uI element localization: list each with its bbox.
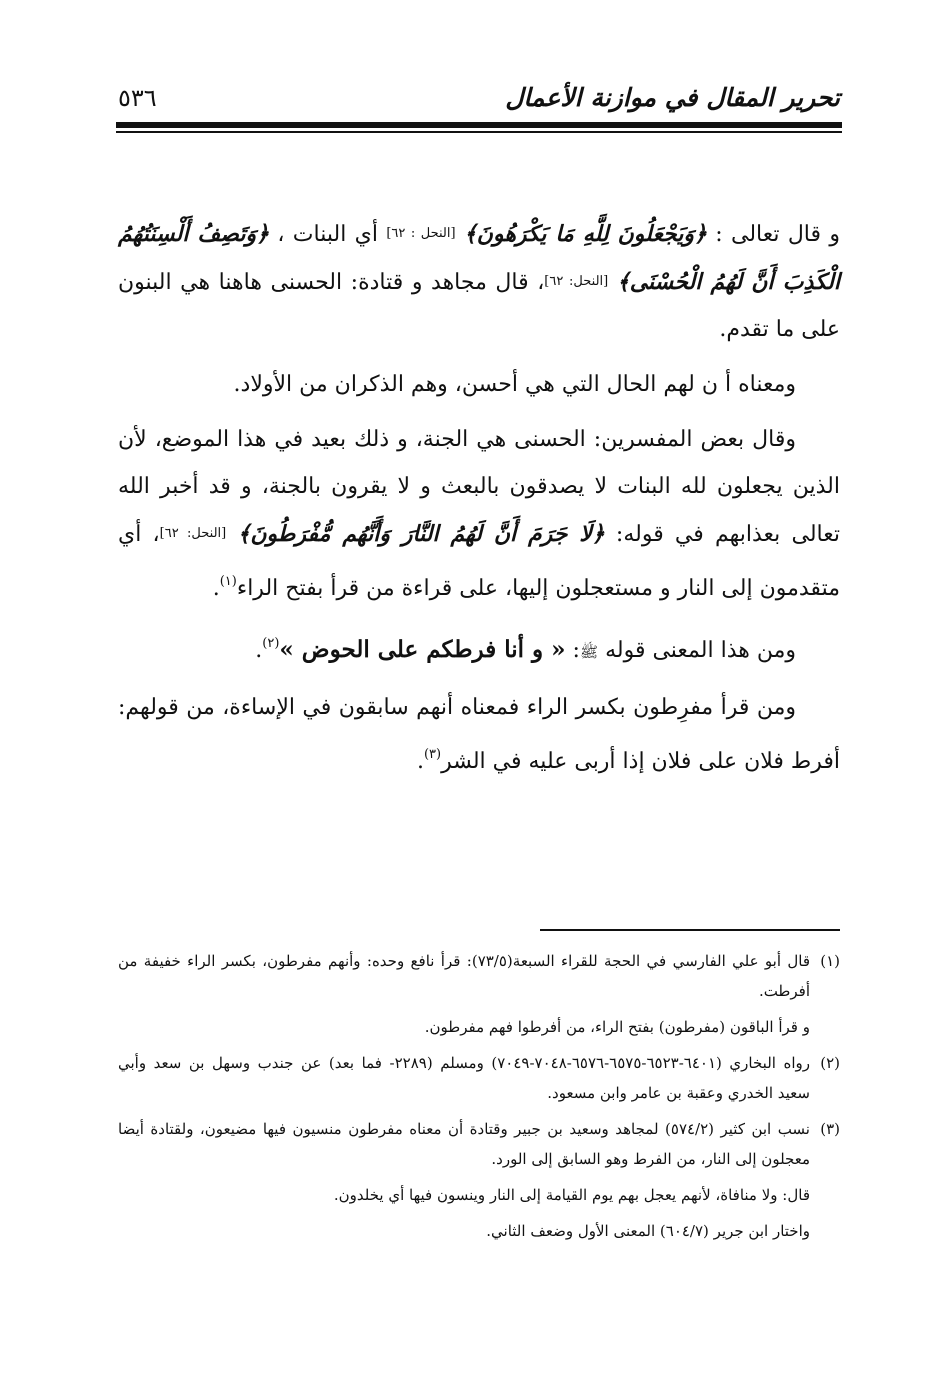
footnote-text: قال أبو علي الفارسي في الحجة للقراء السبعة(٧٣/٥): قرأ نافع وحده: وأنهم مفرطون، بكسر الراء خفيفة من أفرطت. [118, 952, 810, 1000]
footnote-marker-1[interactable]: (١) [219, 574, 237, 589]
footnote-3-continuation: قال: ولا منافاة، لأنهم يعجل بهم يوم القيامة إلى النار وينسون فيها أي يخلدون. [333, 1186, 810, 1204]
footnote-1 [118, 946, 840, 1006]
quran-verse-1: ﴿وَيَجْعَلُونَ لِلَّهِ مَا يَكْرَهُونَ﴾ [463, 221, 707, 247]
footnote-number: (١) [820, 952, 840, 970]
header-rule-thick [116, 122, 842, 128]
footnote-separator [540, 929, 840, 931]
footnote-2 [118, 1048, 840, 1108]
paragraph-1 [118, 210, 840, 353]
p3-tail: ، أي متقدمون إلى النار و مستعجلون إليها، على قراءة من قرأ بفتح الراء [118, 522, 840, 601]
p4-colon: : [565, 638, 580, 663]
quran-verse-2: ﴿وَتَصِفُ أَلْسِنَتُهُمُ الْكَذِبَ أَنَّ لَهُمُ الْحُسْنَى﴾ [118, 221, 840, 295]
main-text [118, 210, 840, 793]
paragraph-2: ومعناه أ ن لهم الحال التي هي أحسن، وهم الذكران من الأولاد. [233, 372, 796, 397]
footnote-text: نسب ابن كثير (٥٧٤/٢) لمجاهد وسعيد بن جبير وقتادة أن معناه مفرطون منسيون فيها مضيعون، ولقتادة أيضا معجلون إلى النار، من الفرط وهو السابق إلى الورد. [118, 1120, 810, 1168]
paragraph-3 [118, 416, 840, 612]
p4-end: . [255, 638, 263, 663]
paragraph-5 [118, 684, 840, 785]
footnote-3 [118, 1114, 840, 1174]
header-rule-thin [116, 131, 842, 133]
footnote-number: (٣) [820, 1120, 840, 1138]
p5-end: . [416, 749, 424, 774]
footnote-number: (٢) [820, 1054, 840, 1072]
p3-lead: وقال بعض المفسرين: الحسنى هي الجنة، و ذلك بعيد في هذا الموضع، لأن الذين يجعلون لله البنات لا يصدقون بالبعث و لا يقرون بالجنة، و قد أخبر الله تعالى بعذابهم في قوله: [118, 427, 840, 547]
p4-lead: ومن هذا المعنى قوله [598, 638, 796, 663]
p1-mid: أي البنات ، [269, 222, 387, 247]
verse-reference-3: [النحل: ٦٢] [159, 526, 227, 541]
footnotes [118, 946, 840, 1252]
p1-tail: ، قال مجاهد و قتادة: الحسنى هاهنا هي البنون على ما تقدم. [118, 270, 840, 342]
running-header [118, 78, 840, 118]
quran-verse-3: ﴿لَا جَرَمَ أَنَّ لَهُمُ النَّارَ وَأَنَّهُم مُّفْرَطُونَ﴾ [237, 521, 605, 547]
p3-end: . [212, 576, 220, 601]
hadith-quote: « و أنا فرطكم على الحوض » [279, 636, 566, 663]
paragraph-4 [118, 620, 840, 676]
footnote-1-continuation: و قرأ الباقون (مفرطون) بفتح الراء، من أفرطوا فهم مفرطون. [424, 1018, 810, 1036]
footnote-text: رواه البخاري (٦٤٠١-٦٥٢٣-٦٥٧٥-٦٥٧٦-٧٠٤٨-٧٠٤٩) ومسلم (٢٢٨٩- فما بعد) عن جندب وسهل بن سعد وأبي سعيد الخدري وعقبة بن عامر وابن مسعود. [118, 1054, 810, 1102]
footnote-3-continuation: واختار ابن جرير (٦٠٤/٧) المعنى الأول وضعف الثاني. [486, 1222, 810, 1240]
p5-text: ومن قرأ مفرِطون بكسر الراء فمعناه أنهم سابقون في الإساءة، من قولهم: أفرط فلان على فلان إذا أربى عليه في الشر [118, 695, 840, 774]
p1-lead: و قال تعالى : [706, 222, 840, 247]
verse-reference-2: [النحل: ٦٢] [544, 274, 609, 289]
salutation-glyph: ﷺ [579, 643, 599, 661]
footnote-marker-3[interactable]: (٣) [423, 747, 442, 762]
verse-reference-1: [النحل : ٦٢] [386, 226, 456, 241]
footnote-marker-2[interactable]: (٢) [262, 636, 280, 651]
header-title: تحرير المقال في موازنة الأعمال [505, 83, 840, 112]
page-number: ٥٣٦ [118, 84, 157, 112]
